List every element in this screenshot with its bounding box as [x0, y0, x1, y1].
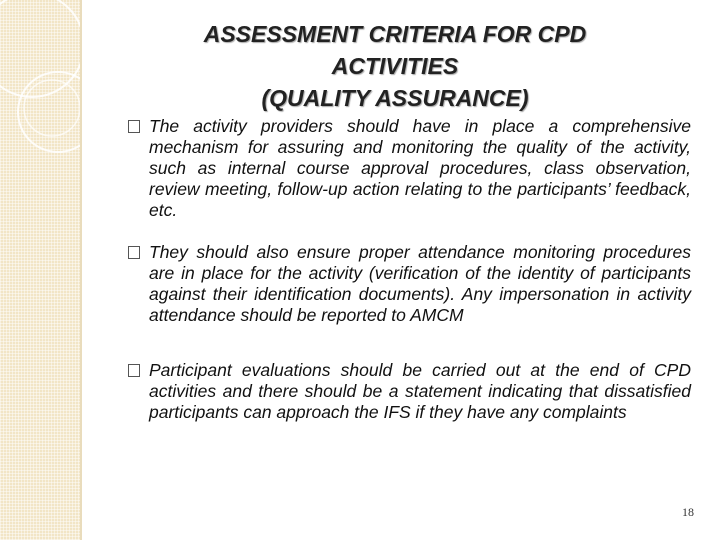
- bullet-item: [128, 116, 691, 221]
- page-number: 18: [682, 505, 694, 519]
- checkbox-square-icon: [128, 120, 140, 133]
- title-line-2: ACTIVITIES: [331, 53, 459, 79]
- decorative-sidebar: [0, 0, 82, 540]
- bullet-text: They should also ensure proper attendance monitoring procedures are in place for the activity (verification of the identity of participants against their identification documents). Any impersonation in activity attendance should be reported to AMCM: [149, 242, 691, 325]
- decorative-rings-graphic: [0, 0, 80, 540]
- bullet-item: [128, 360, 691, 423]
- checkbox-square-icon: [128, 364, 140, 377]
- slide-title: [130, 18, 660, 114]
- bullet-text: The activity providers should have in place a comprehensive mechanism for assuring and monitoring the quality of the activity, such as internal course approval procedures, class observation, review meeting, follow-up action relating to the participants’ feedback, etc.: [149, 116, 691, 220]
- title-line-3: (QUALITY ASSURANCE): [261, 85, 529, 111]
- bullet-list: [128, 116, 691, 423]
- checkbox-square-icon: [128, 246, 140, 259]
- title-line-1: ASSESSMENT CRITERIA FOR CPD: [203, 21, 587, 47]
- bullet-item: [128, 242, 691, 326]
- bullet-text: Participant evaluations should be carried out at the end of CPD activities and there should be a statement indicating that dissatisfied participants can approach the IFS if they have any complaints: [149, 360, 691, 422]
